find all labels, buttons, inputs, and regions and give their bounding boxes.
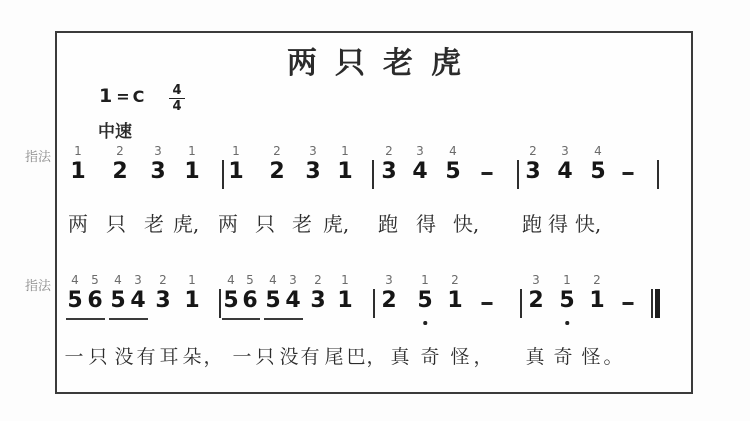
fingering-number: 4	[449, 144, 457, 158]
note-number: 5	[223, 288, 239, 313]
fingering-row-label: 指法	[24, 150, 52, 165]
fingering-number: 3	[385, 273, 393, 287]
time-signature-top: 4	[169, 84, 185, 99]
note-number: 4	[285, 288, 301, 313]
eighth-note-beam	[66, 318, 105, 320]
lyric-char: 奇	[420, 346, 440, 368]
note-number: 1	[184, 288, 200, 313]
fingering-number: 3	[416, 144, 424, 158]
note-number: 2	[528, 288, 544, 313]
note-number: 1	[337, 288, 353, 313]
lyric-char: 怪	[450, 346, 470, 368]
lyric-char: 一	[64, 346, 84, 368]
lyric-char: 巴	[346, 346, 366, 368]
key-note: C	[132, 86, 145, 106]
bar-line	[372, 160, 374, 189]
lyric-char: 尾	[324, 346, 344, 368]
fingering-number: 3	[289, 273, 297, 287]
note-number: 1	[447, 288, 463, 313]
fingering-number: 1	[341, 273, 349, 287]
lyric-char: 只	[88, 346, 108, 368]
lyric-char: 奇	[553, 346, 573, 368]
tempo-marking: 中速	[98, 122, 132, 142]
fingering-number: 3	[561, 144, 569, 158]
note-number: 3	[310, 288, 326, 313]
final-bar-thin	[651, 289, 653, 318]
bar-line	[520, 289, 522, 318]
dash-rest	[482, 172, 493, 175]
time-signature-bottom: 4	[172, 99, 182, 114]
lyric-char: 没	[279, 346, 299, 368]
lyric-char: 老	[144, 212, 164, 236]
fingering-number: 4	[114, 273, 122, 287]
lyric-char: 两	[68, 212, 88, 236]
fingering-number: 2	[451, 273, 459, 287]
fingering-number: 1	[74, 144, 82, 158]
lyric-char: 有	[136, 346, 156, 368]
note-number: 1	[228, 159, 244, 184]
note-number: 6	[87, 288, 103, 313]
lyric-char: 快,	[574, 212, 602, 236]
fingering-number: 2	[116, 144, 124, 158]
fingering-number: 1	[188, 273, 196, 287]
bar-line	[657, 160, 659, 189]
note-number: 2	[112, 159, 128, 184]
song-title: 两只老虎	[287, 46, 479, 81]
fingering-number: 3	[154, 144, 162, 158]
bar-line	[219, 289, 221, 318]
fingering-number: 2	[273, 144, 281, 158]
lyric-char: 跑	[378, 212, 398, 236]
lyric-char: 两	[218, 212, 238, 236]
note-number: 5	[559, 288, 575, 313]
note-number: 2	[269, 159, 285, 184]
lyric-char: 真	[390, 346, 410, 368]
lyric-char: 只	[255, 346, 275, 368]
lyric-char: ，	[203, 346, 223, 368]
note-number: 4	[412, 159, 428, 184]
eighth-note-beam	[264, 318, 303, 320]
lyric-char: 虎,	[322, 212, 350, 236]
note-number: 5	[265, 288, 281, 313]
dash-rest	[623, 302, 634, 305]
eighth-note-beam	[109, 318, 148, 320]
fingering-number: 2	[314, 273, 322, 287]
bar-line	[222, 160, 224, 189]
note-number: 3	[155, 288, 171, 313]
bar-line	[373, 289, 375, 318]
note-number: 1	[70, 159, 86, 184]
lyric-char: 得	[416, 212, 436, 236]
low-octave-dot	[423, 321, 427, 325]
lyric-char: 快,	[452, 212, 480, 236]
fingering-number: 2	[159, 273, 167, 287]
fingering-number: 1	[188, 144, 196, 158]
low-octave-dot	[565, 321, 569, 325]
lyric-char: 老	[292, 212, 312, 236]
note-number: 3	[381, 159, 397, 184]
fingering-number: 3	[532, 273, 540, 287]
eighth-note-beam	[222, 318, 260, 320]
fingering-number: 4	[594, 144, 602, 158]
note-number: 5	[110, 288, 126, 313]
key-equals-sign: =	[116, 86, 130, 106]
note-number: 4	[557, 159, 573, 184]
fingering-number: 4	[269, 273, 277, 287]
fingering-number: 2	[385, 144, 393, 158]
fingering-number: 4	[71, 273, 79, 287]
fingering-number: 2	[529, 144, 537, 158]
fingering-number: 2	[593, 273, 601, 287]
note-number: 3	[525, 159, 541, 184]
lyric-char: 得	[548, 212, 568, 236]
fingering-number: 3	[309, 144, 317, 158]
lyric-char: 耳	[159, 346, 179, 368]
dash-rest	[623, 172, 634, 175]
fingering-number: 3	[134, 273, 142, 287]
note-number: 1	[337, 159, 353, 184]
fingering-row-label: 指法	[24, 279, 52, 294]
lyric-char: 跑	[522, 212, 542, 236]
fingering-number: 1	[421, 273, 429, 287]
note-number: 3	[305, 159, 321, 184]
fingering-number: 1	[341, 144, 349, 158]
note-number: 6	[242, 288, 258, 313]
note-number: 2	[381, 288, 397, 313]
lyric-char: 真	[525, 346, 545, 368]
lyric-char: 朵	[182, 346, 202, 368]
note-number: 3	[150, 159, 166, 184]
note-number: 5	[445, 159, 461, 184]
lyric-char: 虎,	[172, 212, 200, 236]
fingering-number: 4	[227, 273, 235, 287]
fingering-number: 1	[232, 144, 240, 158]
key-tonic: 1	[99, 85, 113, 107]
note-number: 1	[589, 288, 605, 313]
lyric-char: 有	[300, 346, 320, 368]
lyric-char: 一	[232, 346, 252, 368]
fingering-number: 1	[563, 273, 571, 287]
fingering-number: 5	[246, 273, 254, 287]
note-number: 4	[130, 288, 146, 313]
lyric-char: 只	[255, 212, 275, 236]
lyric-char: ，	[473, 346, 493, 368]
dash-rest	[482, 302, 493, 305]
lyric-char: ，	[366, 346, 386, 368]
note-number: 5	[417, 288, 433, 313]
lyric-char: 没	[114, 346, 134, 368]
lyric-char: 怪	[581, 346, 601, 368]
lyric-char: 。	[603, 346, 623, 368]
note-number: 5	[590, 159, 606, 184]
final-bar-thick	[655, 289, 660, 318]
lyric-char: 只	[106, 212, 126, 236]
bar-line	[517, 160, 519, 189]
note-number: 5	[67, 288, 83, 313]
note-number: 1	[184, 159, 200, 184]
fingering-number: 5	[91, 273, 99, 287]
